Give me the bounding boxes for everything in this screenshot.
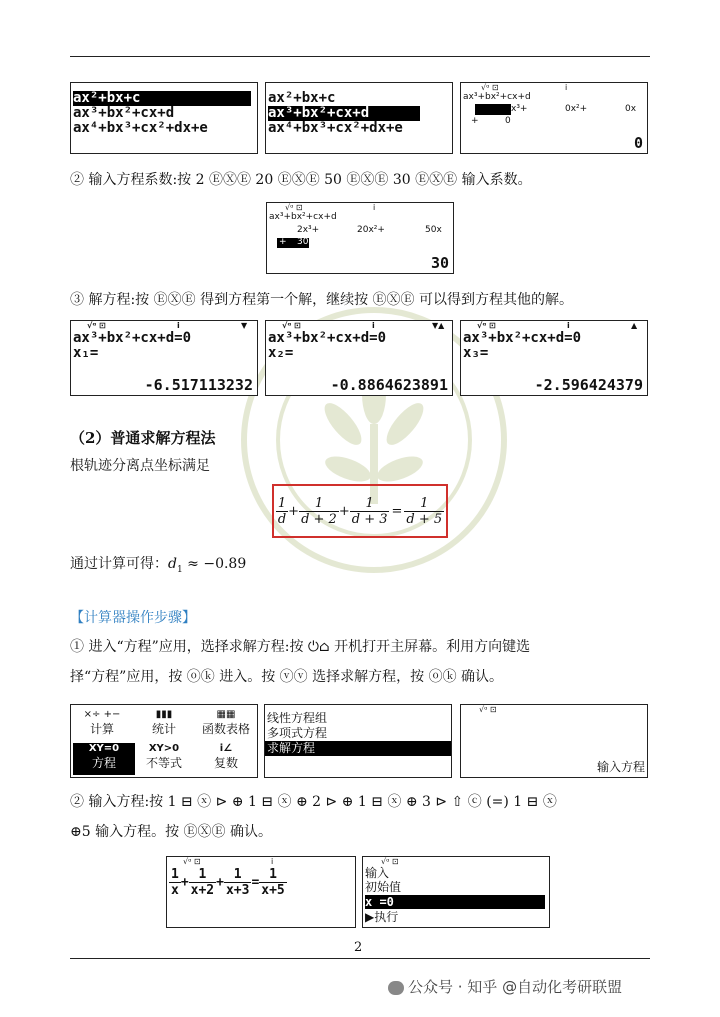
plus-sign: + <box>216 875 224 890</box>
screen-line: ax⁴+bx³+cx²+dx+e <box>73 120 208 136</box>
status-indicator-i: i <box>565 83 568 92</box>
solution-label: x₂= <box>268 345 294 361</box>
status-indicator-i: i <box>271 857 274 866</box>
input-value: 0 <box>633 134 643 152</box>
ops2-line1: ② 输入方程:按 1 ⊟ ⓧ ⊳ ⊕ 1 ⊟ ⓧ ⊕ 2 ⊳ ⊕ 1 ⊟ ⓧ ⊕ 3 ⊳ ⇧ ⓒ (=) 1 ⊟ ⓧ <box>70 794 557 810</box>
menu-label: 统计 <box>151 722 176 736</box>
result-variable: d <box>168 556 177 572</box>
section-heading: （2）普通求解方程法 <box>70 429 216 447</box>
scroll-arrow: ▼ <box>241 321 248 330</box>
step2-instruction: ② 输入方程系数:按 2 ⒺⓍⒺ 20 ⒺⓍⒺ 50 ⒺⓍⒺ 30 ⒺⓍⒺ 输入系数。 <box>70 172 532 188</box>
fraction <box>404 496 444 527</box>
solve-menu-input[interactable]: 输入 <box>365 866 390 880</box>
calc-screen-coeff-empty <box>460 82 648 154</box>
menu-label: 计算 <box>89 722 114 736</box>
denominator: d <box>277 511 287 527</box>
status-indicator: √ᵅ ⊡ <box>477 321 496 330</box>
scroll-arrow: ▼▲ <box>432 321 445 330</box>
fraction <box>299 496 339 527</box>
calc-screen-solution-1 <box>70 320 258 396</box>
status-indicator: √ᵅ ⊡ <box>282 321 301 330</box>
footer-rule <box>70 958 650 959</box>
complex-icon: i∠ <box>219 743 233 754</box>
status-indicator: √ᵅ ⊡ <box>183 857 201 866</box>
status-indicator: √ᵅ ⊡ <box>481 83 499 92</box>
plus-sign: + <box>471 116 479 126</box>
plus-sign: + <box>288 503 300 519</box>
statistics-icon: ▮▮▮ <box>155 709 173 720</box>
submenu-item-solve[interactable]: 求解方程 <box>265 741 451 756</box>
plus-sign: + <box>338 503 350 519</box>
fraction <box>350 496 390 527</box>
numerator: 1 <box>276 496 288 512</box>
submenu-item-linear[interactable]: 线性方程组 <box>267 711 328 725</box>
solution-value: -2.596424379 <box>534 376 643 394</box>
menu-item-equation[interactable] <box>73 743 135 775</box>
result-value: ≈ −0.89 <box>182 556 247 572</box>
status-indicator: √ᵅ ⊡ <box>87 321 106 330</box>
ops-heading: 【计算器操作步骤】 <box>70 610 196 626</box>
footer-text: 公众号 · 知乎 @自动化考研联盟 <box>408 978 623 996</box>
denominator: x+3 <box>225 883 250 898</box>
status-indicator-i: i <box>373 203 376 212</box>
screen-line: ax³+bx²+cx+d <box>73 105 175 121</box>
coeff-term: 2x³+ <box>297 225 320 235</box>
fraction <box>169 867 181 898</box>
equation-line: ax³+bx²+cx+d=0 <box>463 330 582 346</box>
equation-line: ax³+bx²+cx+d=0 <box>73 330 192 346</box>
plus-sign: + <box>180 875 189 890</box>
result-subscript: 1 <box>176 564 183 575</box>
ops2-line2: ⊕5 输入方程。按 ⒺⓍⒺ 确认。 <box>70 824 272 840</box>
equals-sign: = <box>391 503 403 519</box>
calc-screen-solution-3 <box>460 320 648 396</box>
entered-equation <box>169 867 287 898</box>
coeff-term: 0x <box>625 104 637 114</box>
selected-line: ax²+bx+c <box>73 91 251 106</box>
footer-credit <box>388 976 622 997</box>
step3-instruction: ③ 解方程:按 ⒺⓍⒺ 得到方程第一个解，继续按 ⒺⓍⒺ 可以得到方程其他的解。 <box>70 292 573 308</box>
menu-label: 方程 <box>91 756 116 770</box>
inequality-icon: XY>0 <box>148 743 180 754</box>
coeff-term: 0x²+ <box>565 104 588 114</box>
coeff-zero: 0 <box>505 116 511 126</box>
cursor-block <box>475 104 511 115</box>
selected-line: ax³+bx²+cx+d <box>268 106 420 121</box>
calc-screen-equation-entered <box>166 856 356 928</box>
status-indicator-i: i <box>372 321 375 330</box>
calc-screen-solution-2 <box>265 320 453 396</box>
solution-label: x₁= <box>73 345 99 361</box>
numerator: 1 <box>224 867 251 883</box>
cursor-value: 30 <box>297 237 309 247</box>
screen-line <box>266 106 452 121</box>
menu-item-inequality[interactable] <box>133 743 195 771</box>
denominator: d + 2 <box>301 511 337 527</box>
solve-menu-execute[interactable]: ▶执行 <box>365 910 399 924</box>
denominator: d + 3 <box>351 511 388 527</box>
plus-sign: + <box>279 237 287 247</box>
solution-value: -0.8864623891 <box>330 376 448 394</box>
status-indicator: √ᵅ ⊡ <box>285 203 303 212</box>
denominator: d + 5 <box>406 511 443 527</box>
status-indicator-i: i <box>177 321 180 330</box>
equation-form: ax³+bx²+cx+d <box>463 92 531 102</box>
status-indicator: √ᵅ ⊡ <box>381 857 399 866</box>
calc-screen-main-menu <box>70 704 258 778</box>
fraction <box>189 867 216 898</box>
denominator: x+5 <box>261 883 285 898</box>
equation-form: ax³+bx²+cx+d <box>269 212 337 222</box>
numerator: 1 <box>171 867 179 882</box>
calc-screen-equation-type-2 <box>265 82 453 154</box>
input-prompt-label: 输入方程 <box>596 760 645 774</box>
calc-screen-equation-type-1 <box>70 82 258 154</box>
ops1-line2: 择“方程”应用，按 ⓞⓚ 进入。按 ⓥⓥ 选择求解方程，按 ⓞⓚ 确认。 <box>70 669 504 685</box>
menu-item-statistics[interactable] <box>133 709 195 737</box>
screen-line: ax²+bx+c <box>268 90 336 106</box>
solve-menu-initial[interactable]: 初始值 <box>365 880 402 894</box>
calculate-icon: ×÷ +− <box>83 709 121 720</box>
input-value: 30 <box>430 254 449 272</box>
page-number: 2 <box>354 940 363 955</box>
formula-box <box>272 484 448 538</box>
menu-label: 复数 <box>213 756 238 770</box>
menu-item-calculate[interactable] <box>71 709 133 737</box>
status-indicator-i: i <box>567 321 570 330</box>
menu-label: 不等式 <box>145 756 182 770</box>
menu-label: 函数表格 <box>201 722 250 736</box>
menu-item-function-table[interactable] <box>195 709 257 737</box>
coeff-term: 20x²+ <box>357 225 385 235</box>
denominator: x+2 <box>190 883 215 898</box>
solution-label: x₃= <box>463 345 489 361</box>
status-indicator: √ᵅ ⊡ <box>479 705 497 714</box>
numerator: 1 <box>299 496 339 512</box>
equals-sign: = <box>251 875 260 890</box>
wechat-icon <box>388 981 404 995</box>
submenu-item-polynomial[interactable]: 多项式方程 <box>267 726 328 740</box>
fraction <box>259 867 286 898</box>
table-icon: ▦▦ <box>216 709 236 720</box>
result-prefix: 通过计算可得： <box>70 556 168 572</box>
calc-screen-coeff-entered <box>266 202 454 274</box>
ops1-line1: ① 进入“方程”应用，选择求解方程:按 ⏻⌂ 开机打开主屏幕。利用方向键选 <box>70 639 531 655</box>
calc-screen-input-prompt <box>460 704 648 778</box>
screen-line <box>71 91 257 106</box>
section-text: 根轨迹分离点坐标满足 <box>70 458 210 474</box>
solution-value: -6.517113232 <box>144 376 253 394</box>
coeff-term: 50x <box>425 225 442 235</box>
numerator: 1 <box>404 496 444 512</box>
solve-menu-x-value[interactable]: x =0 <box>365 895 545 909</box>
equation-icon: XY=0 <box>88 743 120 754</box>
fraction <box>224 867 251 898</box>
numerator: 1 <box>189 867 216 883</box>
scroll-arrow: ▲ <box>631 321 638 330</box>
numerator: 1 <box>350 496 390 512</box>
fraction <box>276 496 288 527</box>
menu-item-complex[interactable] <box>195 743 257 771</box>
coeff-term: x³+ <box>511 104 528 114</box>
screen-line: ax⁴+bx³+cx²+dx+e <box>268 120 403 136</box>
numerator: 1 <box>259 867 286 883</box>
header-rule <box>70 56 650 57</box>
equation-line: ax³+bx²+cx+d=0 <box>268 330 387 346</box>
calc-result <box>70 554 246 580</box>
calc-screen-solve-menu <box>362 856 550 928</box>
calc-screen-equation-submenu <box>264 704 452 778</box>
denominator: x <box>171 883 179 898</box>
